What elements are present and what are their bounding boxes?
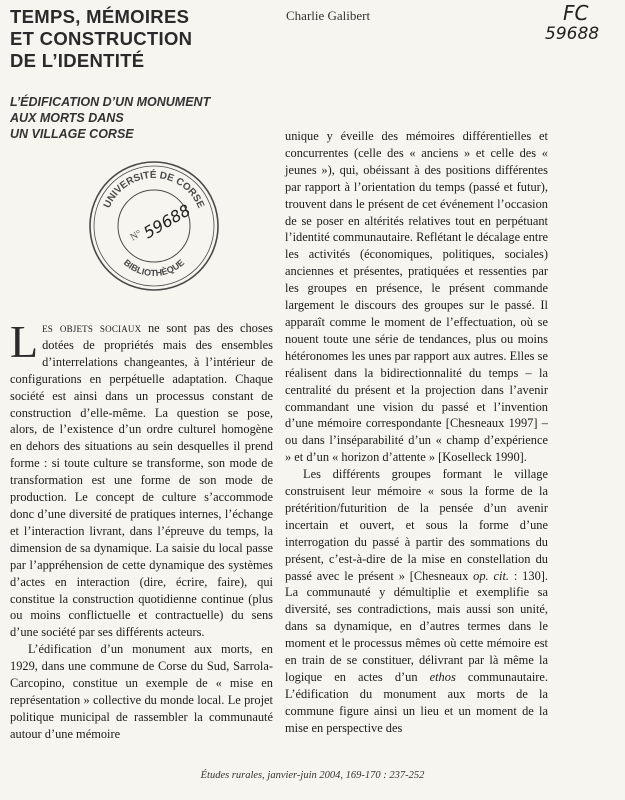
paragraph	[285, 466, 548, 737]
handwritten-code: FC	[563, 1, 589, 25]
article-title	[10, 6, 200, 72]
paragraph-text: communautaire. L’édification du monument aux morts de la commune figure ainsi un lieu et un moment de la mise en perspective des	[285, 670, 548, 735]
stamp-inner-text: BIBLIOTHÈQUE	[121, 257, 187, 279]
article-subtitle	[10, 94, 260, 142]
right-column	[285, 128, 548, 737]
paragraph: unique y éveille des mémoires différentielles et concurrentes (celle des « anciens » et celle des « jeunes »), qui, obéissant à des positions différentes par rapport à l’orientation du temps (passé et futur), trouvent dans le présent de cet événement l’occasion de se poser en altérités relatives tout en perpétuant l’identité communautaire. Reflétant le décalage entre les activités (économiques, politiques, sociales) anciennes et présentes, pratiquées et ressenties par les groupes en présence, le présent commande largement le discours des groupes sur le passé. Il apparaît comme le moment de l’effectuation, où se nouent toute une série de tendances, plus ou moins hétéronomes les unes par rapport aux autres. Elles se réalisent dans la bidirectionnalité du temps – la centralité du présent et la projection dans l’avenir commandant une vision du passé et l’invention d’une mémoire correspondante [Chesneaux 1997] – ou dans l’inséparabilité d’un « champ d’expérience » et d’un « horizon d’attente » [Koselleck 1990].	[285, 129, 548, 465]
title-line: TEMPS, MÉMOIRES	[10, 6, 190, 27]
citation-italic: op. cit.	[473, 568, 509, 583]
stamp-number: 59688	[140, 200, 194, 243]
stamp-number-label: N°	[128, 228, 144, 244]
paragraph: L’édification d’un monument aux morts, en 1929, dans une commune de Corse du Sud, Sarrola-Carcopino, constitue un exemple de « mise en représentation » collective du monde local. Le projet politique municipal de rassembler la communauté autour d’une mémoire	[10, 642, 273, 741]
library-stamp	[84, 156, 224, 296]
drop-cap: L	[10, 316, 39, 367]
title-line: ET CONSTRUCTION	[10, 28, 193, 49]
page-footer: Études rurales, janvier-juin 2004, 169-170 : 237-252	[200, 770, 425, 781]
handwritten-call-number	[545, 2, 615, 44]
author-name: Charlie Galibert	[286, 8, 371, 23]
stamp-outer-text: UNIVERSITÉ DE CORSE	[101, 169, 207, 210]
paragraph-text: : 130]. La communauté y démultiplie et exemplifie sa diversité, ses contradictions, mais aussi son unité, dans sa dynamique, en d’autres termes dans le moment et le processus mêmes où cette mémoire est en train de se constituer, délivrant par là même la logique en actes d’un	[285, 568, 548, 684]
subtitle-line: AUX MORTS DANS	[10, 111, 124, 125]
subtitle-line: UN VILLAGE CORSE	[10, 127, 134, 141]
subtitle-line: L’ÉDIFICATION D’UN MONUMENT	[10, 95, 211, 109]
handwritten-number: 59688	[545, 24, 600, 44]
title-line: DE L’IDENTITÉ	[10, 50, 145, 71]
ethos-italic: ethos	[429, 670, 456, 684]
paragraph-text: Les différents groupes formant le village construisent leur mémoire « sous la forme de la prétérition/futurition de la pensée d’un avenir incertain et ouvert, et sous la forme d’une interrogation du passé à partir des sommations du présent, c’est-à-dire de la mise en constellation du passé avec le présent » [Chesneaux	[285, 467, 548, 583]
paragraph	[10, 316, 274, 641]
paragraph-text: ne sont pas des choses dotées de propriétés mais des ensembles d’interrelations changeantes, à l’intérieur de configurations en perpétuelle adaptation. Chaque société est ainsi dans un processus constant de construction d’elle-même. La question se pose, alors, de l’existence d’un ordre culturel homogène en dehors des situations au sein desquelles il prend forme : si toute culture se transforme, son mode de transformation est une forme de son mode de production. Le concept de culture s’accommode donc d’une diversité de pratiques internes, l’échange et l’interaction livrant, dans l’épreuve du temps, la dimension de sa dynamique. La saisie du local passe par l’appréhension de cette dynamique des systèmes d’actes en interaction (dire, écrire, faire), qui constitue la construction quotidienne continue (plus ou moins conflictuelle et contractuelle) du sens d’une société par ses différents acteurs.	[10, 321, 274, 640]
opening-small-caps: es objets sociaux	[42, 321, 142, 335]
left-column	[10, 316, 274, 743]
